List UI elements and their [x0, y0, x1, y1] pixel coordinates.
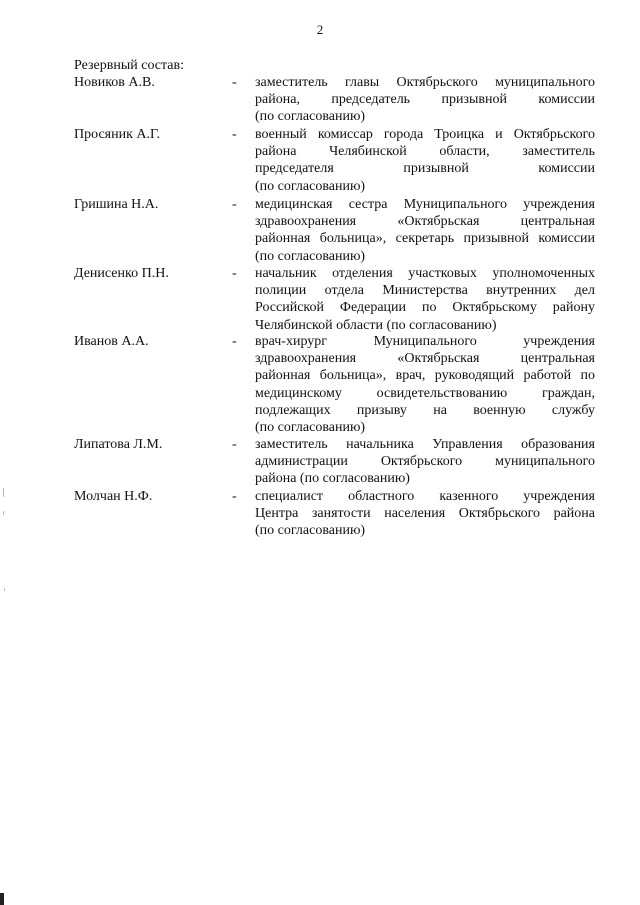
member-name: Просяник А.Г.: [74, 127, 161, 142]
member-role-line: полиции отдела Министерства внутренних дел: [255, 283, 595, 299]
member-role-line: (по согласованию): [255, 178, 366, 194]
scan-mark: [3, 488, 4, 497]
member-role-line: специалист областного казенного учреждения: [255, 489, 595, 504]
member-role-line: врач-хирург Муниципального учреждения: [255, 334, 595, 349]
member-role-line: начальник отделения участковых уполномоченных: [255, 266, 595, 281]
member-role-line: Российской Федерации по Октябрьскому району: [255, 300, 595, 316]
member-role: [255, 196, 595, 265]
member-dash: -: [232, 266, 237, 281]
member-role-line: районная больница», врач, руководящий работой по: [255, 368, 595, 384]
member-name: Молчан Н.Ф.: [74, 489, 153, 504]
member-role-line: района, председатель призывной комиссии: [255, 92, 595, 108]
member-role-line: района Челябинской области, заместитель: [255, 144, 595, 160]
member-role-line: (по согласованию): [255, 523, 366, 539]
section-title: Резервный состав:: [74, 58, 185, 73]
member-role-line: заместитель главы Октябрьского муниципального: [255, 75, 595, 90]
member-role-line: председателя призывной комиссии: [255, 161, 595, 177]
member-dash: -: [232, 127, 237, 142]
member-name: Липатова Л.М.: [74, 437, 163, 452]
member-role-line: Центра занятости населения Октябрьского района: [255, 506, 595, 522]
member-name: Иванов А.А.: [74, 334, 149, 349]
member-role-line: района (по согласованию): [255, 471, 410, 487]
member-role-line: районная больница», секретарь призывной комиссии: [255, 231, 595, 247]
member-role-line: медицинскому освидетельствованию граждан,: [255, 385, 595, 401]
member-role-line: (по согласованию): [255, 248, 366, 264]
member-role-line: военный комиссар города Троицка и Октябрьского: [255, 127, 595, 142]
member-role: [255, 436, 595, 488]
member-role-line: заместитель начальника Управления образования: [255, 437, 595, 452]
member-role-line: администрации Октябрьского муниципального: [255, 454, 595, 470]
member-role-line: (по согласованию): [255, 109, 366, 125]
member-name: Гришина Н.А.: [74, 197, 159, 212]
member-role-line: здравоохранения «Октябрьская центральная: [255, 351, 595, 367]
member-role: [255, 126, 595, 195]
member-name: Новиков А.В.: [74, 75, 155, 90]
member-role-line: медицинская сестра Муниципального учреждения: [255, 197, 595, 212]
member-role-line: Челябинской области (по согласованию): [255, 317, 497, 333]
member-dash: -: [232, 197, 237, 212]
member-dash: -: [232, 489, 237, 504]
member-name: Денисенко П.Н.: [74, 266, 169, 281]
scan-mark: [4, 588, 5, 591]
member-role: [255, 333, 595, 436]
member-role-line: (по согласованию): [255, 420, 366, 436]
member-dash: -: [232, 334, 237, 349]
member-role-line: здравоохранения «Октябрьская центральная: [255, 214, 595, 230]
member-dash: -: [232, 75, 237, 90]
member-role-line: подлежащих призыву на военную службу: [255, 402, 595, 418]
member-role: [255, 265, 595, 334]
scan-corner-mark: [0, 893, 4, 905]
scan-mark: [3, 511, 4, 515]
member-role: [255, 488, 595, 540]
page-number: 2: [316, 22, 324, 37]
member-role: [255, 74, 595, 126]
member-dash: -: [232, 437, 237, 452]
